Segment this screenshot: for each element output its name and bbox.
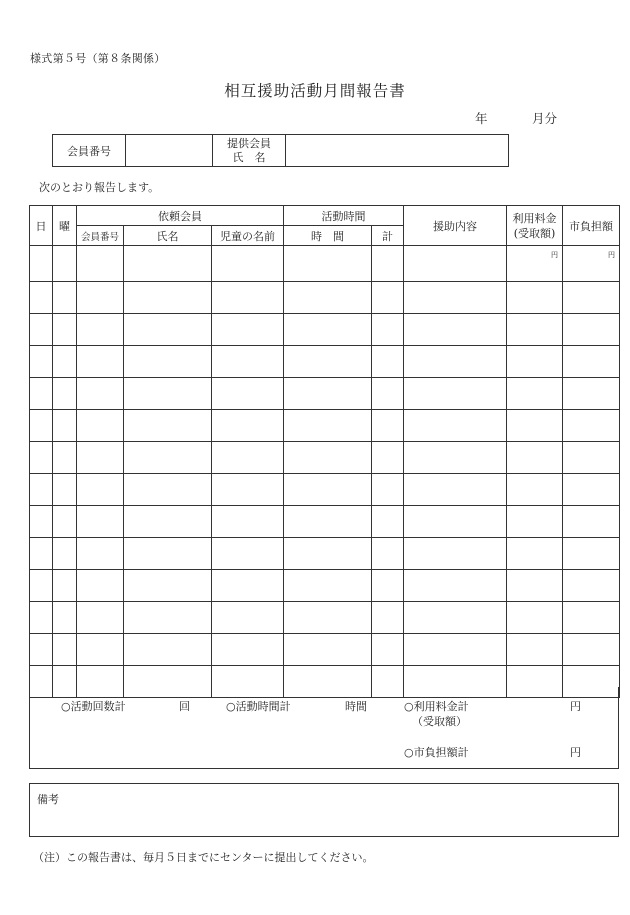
name-cell[interactable] (124, 282, 212, 314)
support-cell[interactable] (404, 442, 507, 474)
header-fee (507, 206, 563, 246)
child-name-cell[interactable] (212, 570, 284, 602)
header-fee-line1: 利用料金 (512, 211, 557, 225)
header-day: 日 (30, 206, 53, 246)
support-cell[interactable] (404, 246, 507, 282)
member-no-cell[interactable] (77, 282, 124, 314)
table-row (30, 282, 620, 314)
header-child-name: 児童の名前 (212, 226, 284, 246)
name-cell[interactable] (124, 442, 212, 474)
day-cell[interactable] (30, 282, 53, 314)
day-cell[interactable] (30, 570, 53, 602)
name-cell[interactable] (124, 346, 212, 378)
time-cell[interactable] (284, 246, 372, 282)
city-total-label: ○市負担額計 (404, 746, 469, 759)
fee-cell[interactable] (507, 538, 563, 570)
total-cell[interactable] (372, 346, 404, 378)
weekday-cell[interactable] (53, 634, 77, 666)
child-name-cell[interactable] (212, 346, 284, 378)
fee-cell[interactable] (507, 634, 563, 666)
member-number-field[interactable] (126, 135, 213, 167)
name-cell[interactable] (124, 538, 212, 570)
provider-label-line2: 氏 名 (232, 150, 266, 164)
child-name-cell[interactable] (212, 634, 284, 666)
member-no-cell[interactable] (77, 346, 124, 378)
time-cell[interactable] (284, 506, 372, 538)
weekday-cell[interactable] (53, 474, 77, 506)
support-cell[interactable] (404, 474, 507, 506)
header-total: 計 (372, 226, 404, 246)
name-cell[interactable] (124, 378, 212, 410)
name-cell[interactable] (124, 314, 212, 346)
city-total-unit: 円 (570, 746, 581, 759)
fee-cell[interactable] (507, 442, 563, 474)
name-cell[interactable] (124, 474, 212, 506)
day-cell[interactable] (30, 506, 53, 538)
header-support-content: 援助内容 (404, 206, 507, 246)
child-name-cell[interactable] (212, 602, 284, 634)
city-share-cell[interactable] (563, 602, 620, 634)
time-cell[interactable] (284, 410, 372, 442)
day-cell[interactable] (30, 378, 53, 410)
fee-cell[interactable] (507, 506, 563, 538)
support-cell[interactable] (404, 570, 507, 602)
member-no-cell[interactable] (77, 410, 124, 442)
time-cell[interactable] (284, 378, 372, 410)
footnote: （注）この報告書は、毎月５日までにセンターに提出してください。 (33, 851, 374, 864)
header-city-share: 市負担額 (563, 206, 620, 246)
weekday-cell[interactable] (53, 506, 77, 538)
weekday-cell[interactable] (53, 346, 77, 378)
time-cell[interactable] (284, 634, 372, 666)
total-cell[interactable] (372, 282, 404, 314)
member-no-cell[interactable] (77, 602, 124, 634)
city-share-cell[interactable] (563, 634, 620, 666)
fee-cell[interactable] (507, 602, 563, 634)
fee-cell[interactable] (507, 410, 563, 442)
child-name-cell[interactable] (212, 314, 284, 346)
table-row (30, 442, 620, 474)
activity-count-label: ○活動回数計 (61, 700, 126, 713)
provider-name-field[interactable] (286, 135, 509, 167)
time-cell[interactable] (284, 442, 372, 474)
support-cell[interactable] (404, 634, 507, 666)
support-cell[interactable] (404, 506, 507, 538)
total-cell[interactable] (372, 634, 404, 666)
header-activity-time: 活動時間 (284, 206, 404, 226)
child-name-cell[interactable] (212, 282, 284, 314)
weekday-cell[interactable] (53, 246, 77, 282)
city-share-cell[interactable] (563, 538, 620, 570)
total-cell[interactable] (372, 474, 404, 506)
table-row (30, 246, 620, 282)
provider-label-line1: 提供会員 (227, 136, 271, 150)
fee-total-unit: 円 (570, 700, 581, 713)
name-cell[interactable] (124, 506, 212, 538)
member-no-cell[interactable] (77, 442, 124, 474)
total-cell[interactable] (372, 246, 404, 282)
fee-cell[interactable] (507, 282, 563, 314)
child-name-cell[interactable] (212, 506, 284, 538)
header-requester: 依頼会員 (77, 206, 284, 226)
support-cell[interactable] (404, 602, 507, 634)
table-row (30, 506, 620, 538)
day-cell[interactable] (30, 246, 53, 282)
member-no-cell[interactable] (77, 378, 124, 410)
fee-total-sub: （受取額） (412, 715, 467, 728)
name-cell[interactable] (124, 634, 212, 666)
table-row (30, 602, 620, 634)
activity-hours-label: ○活動時間計 (226, 700, 291, 713)
table-row (30, 474, 620, 506)
support-cell[interactable] (404, 346, 507, 378)
time-cell[interactable] (284, 474, 372, 506)
activity-hours-unit: 時間 (345, 700, 367, 713)
fee-cell-yen[interactable]: 円 (507, 246, 563, 282)
member-no-cell[interactable] (77, 314, 124, 346)
time-cell[interactable] (284, 314, 372, 346)
weekday-cell[interactable] (53, 410, 77, 442)
header-requester-name: 氏名 (124, 226, 212, 246)
member-no-cell[interactable] (77, 246, 124, 282)
city-share-cell[interactable] (563, 410, 620, 442)
member-number-label: 会員番号 (53, 135, 126, 167)
day-cell[interactable] (30, 474, 53, 506)
weekday-cell[interactable] (53, 538, 77, 570)
year-label: 年 (475, 111, 488, 126)
member-no-cell[interactable] (77, 634, 124, 666)
day-cell[interactable] (30, 346, 53, 378)
table-row (30, 570, 620, 602)
form-number: 様式第５号（第８条関係） (30, 52, 166, 65)
child-name-cell[interactable] (212, 538, 284, 570)
city-cell-yen[interactable]: 円 (563, 246, 620, 282)
weekday-cell[interactable] (53, 282, 77, 314)
support-cell[interactable] (404, 538, 507, 570)
page-title: 相互援助活動月間報告書 (224, 82, 406, 100)
support-cell[interactable] (404, 378, 507, 410)
weekday-cell[interactable] (53, 442, 77, 474)
table-row (30, 538, 620, 570)
table-row (30, 314, 620, 346)
weekday-cell[interactable] (53, 570, 77, 602)
intro-text: 次のとおり報告します。 (39, 181, 160, 194)
child-name-cell[interactable] (212, 442, 284, 474)
support-cell[interactable] (404, 410, 507, 442)
support-cell[interactable] (404, 314, 507, 346)
header-requester-no: 会員番号 (77, 226, 124, 246)
time-cell[interactable] (284, 282, 372, 314)
support-cell[interactable] (404, 282, 507, 314)
fee-total-label: ○利用料金計 (404, 700, 469, 713)
fee-cell[interactable] (507, 474, 563, 506)
name-cell[interactable] (124, 570, 212, 602)
remarks-box[interactable] (29, 783, 619, 837)
city-share-cell[interactable] (563, 314, 620, 346)
activity-count-unit: 回 (179, 700, 190, 713)
city-share-cell[interactable] (563, 474, 620, 506)
child-name-cell[interactable] (212, 246, 284, 282)
month-label: 月分 (532, 111, 558, 126)
fee-cell[interactable] (507, 378, 563, 410)
city-share-cell[interactable] (563, 346, 620, 378)
member-no-cell[interactable] (77, 570, 124, 602)
activity-table (29, 205, 620, 698)
total-cell[interactable] (372, 602, 404, 634)
table-row (30, 346, 620, 378)
member-no-cell[interactable] (77, 538, 124, 570)
child-name-cell[interactable] (212, 378, 284, 410)
provider-name-label (213, 135, 286, 167)
header-fee-line2: (受取額) (513, 226, 556, 240)
total-cell[interactable] (372, 506, 404, 538)
day-cell[interactable] (30, 314, 53, 346)
city-share-cell[interactable] (563, 506, 620, 538)
weekday-cell[interactable] (53, 314, 77, 346)
time-cell[interactable] (284, 570, 372, 602)
header-time: 時 間 (284, 226, 372, 246)
member-no-cell[interactable] (77, 506, 124, 538)
member-info-table (52, 134, 509, 167)
day-cell[interactable] (30, 634, 53, 666)
name-cell[interactable] (124, 246, 212, 282)
total-cell[interactable] (372, 410, 404, 442)
name-cell[interactable] (124, 410, 212, 442)
table-row (30, 410, 620, 442)
child-name-cell[interactable] (212, 410, 284, 442)
total-cell[interactable] (372, 570, 404, 602)
total-cell[interactable] (372, 538, 404, 570)
day-cell[interactable] (30, 538, 53, 570)
fee-cell[interactable] (507, 346, 563, 378)
total-cell[interactable] (372, 442, 404, 474)
table-row (30, 634, 620, 666)
city-share-cell[interactable] (563, 378, 620, 410)
day-cell[interactable] (30, 410, 53, 442)
city-share-cell[interactable] (563, 282, 620, 314)
fee-cell[interactable] (507, 314, 563, 346)
header-weekday: 曜 (53, 206, 77, 246)
name-cell[interactable] (124, 602, 212, 634)
remarks-label: 備考 (37, 793, 59, 806)
fee-cell[interactable] (507, 570, 563, 602)
city-share-cell[interactable] (563, 570, 620, 602)
weekday-cell[interactable] (53, 378, 77, 410)
day-cell[interactable] (30, 602, 53, 634)
city-share-cell[interactable] (563, 442, 620, 474)
summary-section (29, 687, 619, 769)
total-cell[interactable] (372, 378, 404, 410)
day-cell[interactable] (30, 442, 53, 474)
weekday-cell[interactable] (53, 602, 77, 634)
child-name-cell[interactable] (212, 474, 284, 506)
time-cell[interactable] (284, 346, 372, 378)
total-cell[interactable] (372, 314, 404, 346)
table-row (30, 378, 620, 410)
time-cell[interactable] (284, 538, 372, 570)
member-no-cell[interactable] (77, 474, 124, 506)
time-cell[interactable] (284, 602, 372, 634)
